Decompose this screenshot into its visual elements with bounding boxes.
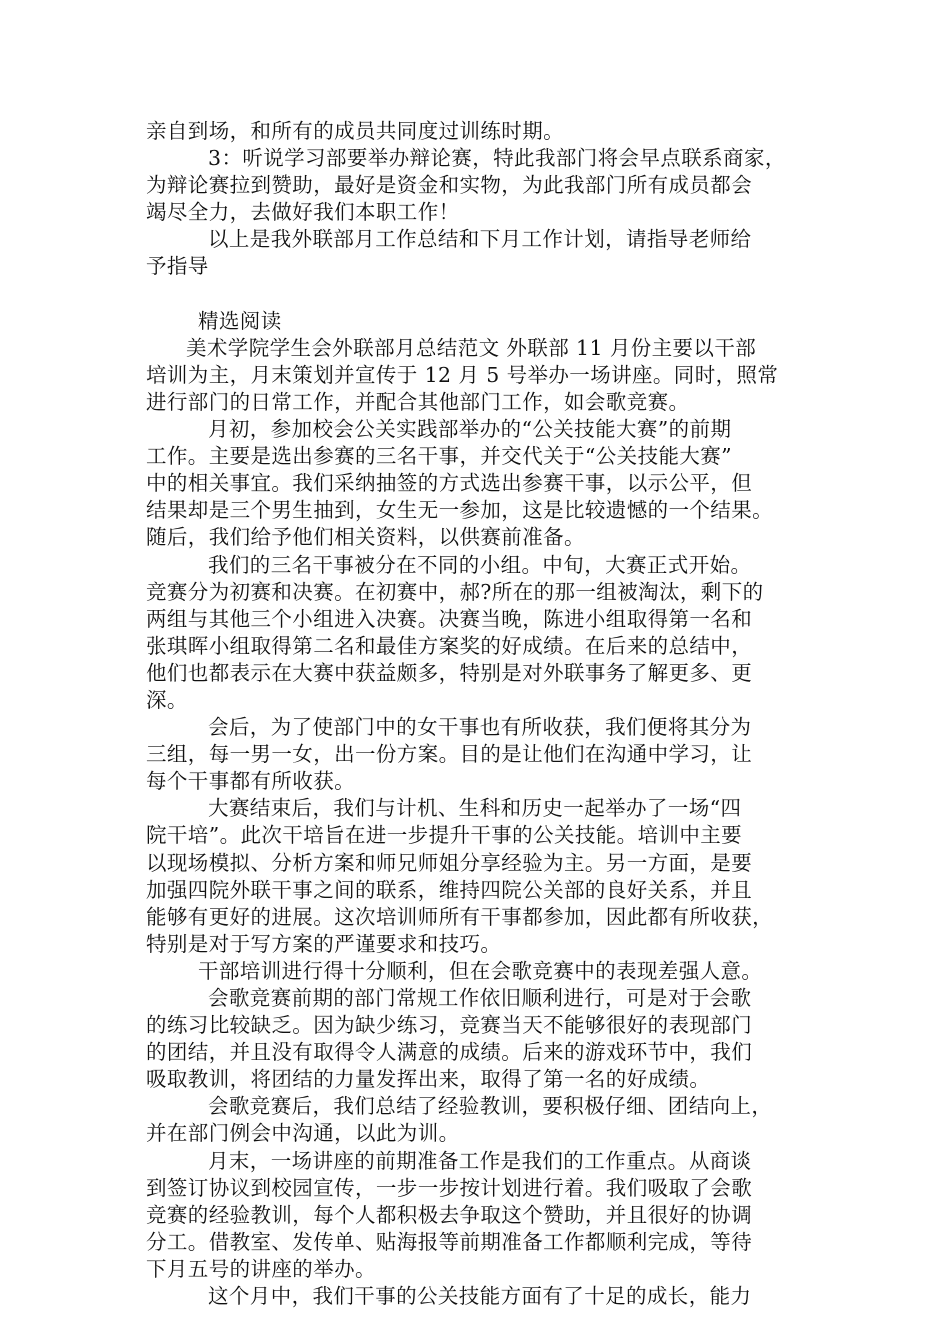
text-line: 会歌竞赛前期的部门常规工作依旧顺利进行，可是对于会歌 xyxy=(208,986,752,1010)
text-line: 下月五号的讲座的举办。 xyxy=(146,1256,376,1281)
text-line: 他们也都表示在大赛中获益颇多，特别是对外联事务了解更多、更 xyxy=(146,660,753,685)
document-page xyxy=(146,118,812,1310)
text-line: 吸取教训，将团结的力量发挥出来，取得了第一名的好成绩。 xyxy=(146,1067,711,1092)
text-line: 竭尽全力，去做好我们本职工作！ xyxy=(146,200,460,225)
text-line: 进行部门的日常工作，并配合其他部门工作，如会歌竞赛。 xyxy=(146,389,690,414)
text-line: 培训为主，月末策划并宣传于 12 月 5 号举办一场讲座。同时，照常 xyxy=(146,362,779,387)
text-line: 月初，参加校会公关实践部举办的“公关技能大赛”的前期 xyxy=(208,417,732,442)
text-line: 予指导 xyxy=(146,254,209,279)
text-line: 我们的三名干事被分在不同的小组。中旬，大赛正式开始。 xyxy=(208,552,752,577)
text-line: 每个干事都有所收获。 xyxy=(146,769,355,794)
text-line: 工作。主要是选出参赛的三名干事，并交代关于“公关技能大赛” xyxy=(146,444,733,469)
text-line: 以现场模拟、分析方案和师兄师姐分享经验为主。另一方面，是要 xyxy=(146,850,753,875)
text-line: 能够有更好的进展。这次培训师所有干事都参加，因此都有所收获， xyxy=(146,904,773,929)
text-line: 会歌竞赛后，我们总结了经验教训，要积极仔细、团结向上， xyxy=(208,1094,773,1119)
text-line: 结果却是三个男生抽到，女生无一参加，这是比较遗憾的一个结果。 xyxy=(146,498,773,523)
text-line: 分工。借教室、发传单、贴海报等前期准备工作都顺利完成，等待 xyxy=(146,1229,753,1254)
text-line: 加强四院外联干事之间的联系，维持四院公关部的良好关系，并且 xyxy=(146,877,753,902)
text-line: 竞赛分为初赛和决赛。在初赛中，郝?所在的那一组被淘汰，剩下的 xyxy=(146,579,764,604)
text-line: 大赛结束后，我们与计机、生科和历史一起举办了一场“四 xyxy=(208,796,742,821)
text-line: 深。 xyxy=(146,687,188,712)
text-line: 张琪晖小组取得第二名和最佳方案奖的好成绩。在后来的总结中， xyxy=(146,633,753,658)
text-line: 以上是我外联部月工作总结和下月工作计划，请指导老师给 xyxy=(208,227,752,252)
text-line: 的练习比较缺乏。因为缺少练习，竞赛当天不能够很好的表现部门 xyxy=(146,1013,753,1038)
text-line: 随后，我们给予他们相关资料，以供赛前准备。 xyxy=(146,525,585,550)
text-line: 亲自到场，和所有的成员共同度过训练时期。 xyxy=(146,119,564,143)
text-line: 并在部门例会中沟通，以此为训。 xyxy=(146,1121,460,1146)
section-heading: 精选阅读 xyxy=(198,308,282,333)
text-line: 特别是对于写方案的严谨要求和技巧。 xyxy=(146,931,502,956)
text-line: 干部培训进行得十分顺利，但在会歌竞赛中的表现差强人意。 xyxy=(198,958,763,983)
text-line: 三组，每一男一女，出一份方案。目的是让他们在沟通中学习，让 xyxy=(146,742,753,767)
text-line: 的团结，并且没有取得令人满意的成绩。后来的游戏环节中，我们 xyxy=(146,1040,753,1065)
text-line: 会后，为了使部门中的女干事也有所收获，我们便将其分为 xyxy=(208,715,752,740)
spacer xyxy=(146,281,812,308)
text-line: 到签订协议到校园宣传，一步一步按计划进行着。我们吸取了会歌 xyxy=(146,1175,753,1200)
text-line: 美术学院学生会外联部月总结范文 外联部 11 月份主要以干部 xyxy=(186,335,757,360)
text-line: 两组与其他三个小组进入决赛。决赛当晚，陈进小组取得第一名和 xyxy=(146,606,753,631)
text-line: 3：听说学习部要举办辩论赛，特此我部门将会早点联系商家， xyxy=(208,146,786,171)
text-line: 月末，一场讲座的前期准备工作是我们的工作重点。从商谈 xyxy=(208,1148,752,1173)
text-line: 院干培”。此次干培旨在进一步提升干事的公关技能。培训中主要 xyxy=(146,823,743,848)
text-line: 这个月中，我们干事的公关技能方面有了十足的成长，能力 xyxy=(208,1284,752,1309)
text-line: 竞赛的经验教训，每个人都积极去争取这个赞助，并且很好的协调 xyxy=(146,1202,753,1227)
text-line: 为辩论赛拉到赞助，最好是资金和实物，为此我部门所有成员都会 xyxy=(146,173,753,198)
text-line: 中的相关事宜。我们采纳抽签的方式选出参赛干事，以示公平，但 xyxy=(146,471,753,496)
